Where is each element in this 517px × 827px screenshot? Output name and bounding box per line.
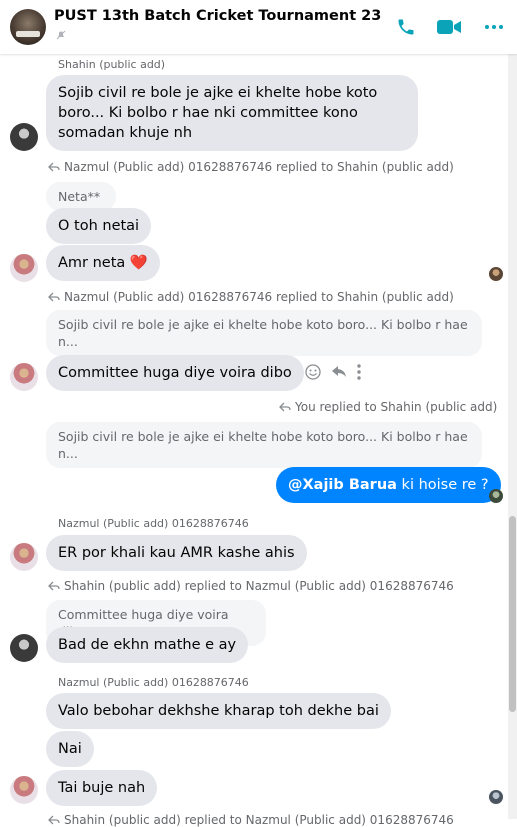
message-bubble[interactable]: Nai <box>46 731 94 767</box>
smile-icon[interactable] <box>305 364 321 380</box>
group-avatar[interactable] <box>10 9 46 45</box>
chat-header <box>0 0 517 54</box>
reply-text: Nazmul (Public add) 01628876746 replied to Shahin (public add) <box>64 290 454 304</box>
nazmul-avatar[interactable] <box>10 363 38 391</box>
reply-icon <box>48 162 60 172</box>
message-text: ki hoise re ? <box>396 477 489 493</box>
quoted-message[interactable]: Neta** <box>46 182 116 211</box>
reply-text: You replied to Shahin (public add) <box>295 400 498 414</box>
message-bubble[interactable]: Tai buje nah <box>46 770 157 806</box>
message-text: Amr neta <box>58 255 126 271</box>
my-message-bubble[interactable] <box>276 467 501 503</box>
reply-text: Nazmul (Public add) 01628876746 replied to Shahin (public add) <box>64 160 454 174</box>
more-vertical-icon[interactable] <box>357 364 361 380</box>
bell-off-icon <box>56 30 66 43</box>
nazmul-avatar[interactable] <box>10 254 38 282</box>
read-receipt-avatar <box>489 489 503 503</box>
message-bubble[interactable]: Bad de ekhn mathe e ay <box>46 627 248 663</box>
shahin-avatar[interactable] <box>10 634 38 662</box>
video-icon[interactable] <box>437 15 461 39</box>
reply-text: Shahin (public add) replied to Nazmul (Public add) 01628876746 <box>64 813 454 827</box>
sender-name: Shahin (public add) <box>58 58 166 71</box>
reply-indicator <box>48 579 454 593</box>
reply-icon <box>279 402 291 412</box>
quoted-message[interactable]: Committee huga diye voira <box>46 600 266 646</box>
message-bubble[interactable]: Valo bebohar dekhshe kharap toh dekhe bai <box>46 693 391 729</box>
reply-icon <box>48 815 60 825</box>
message-bubble[interactable]: ER por khali kau AMR kashe ahis <box>46 535 307 571</box>
message-actions <box>305 364 361 380</box>
message-list[interactable] <box>0 54 517 827</box>
quoted-message[interactable]: Sojib civil re bole je ajke ei khelte hobe koto boro... Ki bolbo r hae n... <box>46 310 482 356</box>
reply-icon <box>48 292 60 302</box>
read-receipt-avatar <box>489 790 503 804</box>
sender-name: Nazmul (Public add) 01628876746 <box>58 676 249 689</box>
quoted-message[interactable]: Sojib civil re bole je ajke ei khelte hobe koto boro... Ki bolbo r hae n... <box>46 422 482 468</box>
message-bubble[interactable] <box>46 245 160 281</box>
chat-title[interactable]: PUST 13th Batch Cricket Tournament 23 <box>54 8 382 24</box>
reply-indicator <box>48 290 454 304</box>
reply-indicator <box>48 160 454 174</box>
more-icon[interactable] <box>482 15 506 39</box>
reply-indicator <box>48 813 454 827</box>
nazmul-avatar[interactable] <box>10 543 38 571</box>
message-bubble[interactable]: Committee huga diye voira dibo <box>46 355 304 391</box>
scrollbar-thumb[interactable] <box>509 516 516 712</box>
heart-emoji: ❤️ <box>129 255 148 271</box>
phone-icon[interactable] <box>394 15 418 39</box>
mention[interactable]: @Xajib Barua <box>288 477 397 493</box>
message-bubble[interactable]: O toh netai <box>46 208 151 244</box>
sender-name: Nazmul (Public add) 01628876746 <box>58 517 249 530</box>
reply-action-icon[interactable] <box>331 365 347 379</box>
reply-text: Shahin (public add) replied to Nazmul (Public add) 01628876746 <box>64 579 454 593</box>
reply-indicator <box>279 400 497 414</box>
message-bubble[interactable]: Sojib civil re bole je ajke ei khelte hobe koto boro... Ki bolbo r hae nki committee kono somadan khuje nh <box>46 75 418 151</box>
nazmul-avatar[interactable] <box>10 776 38 804</box>
read-receipt-avatar <box>489 267 503 281</box>
reply-icon <box>48 581 60 591</box>
shahin-avatar[interactable] <box>10 123 38 151</box>
